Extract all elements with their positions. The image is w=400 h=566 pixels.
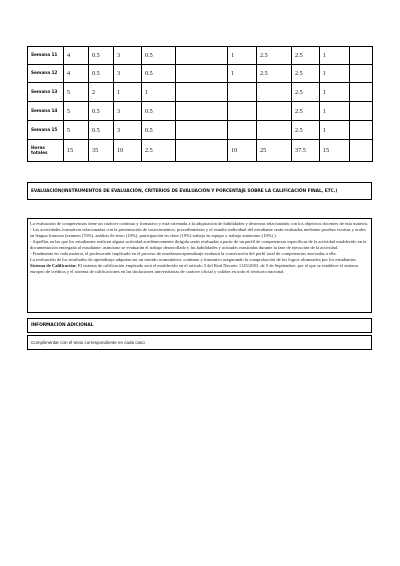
evaluation-paragraph: - Las actividades formativas relacionadas con la presentación de conocimientos, procedimientos y el estudio individual del estudiante serán evaluadas mediante pruebas escritas y orales en lengua francesa (examen (70%), análisis de texto (10%), participación en clase (10%) trabajo en equipo y trabajo autónomo (10%) ). <box>30 227 366 239</box>
table-cell <box>350 83 373 102</box>
totals-cell: 15 <box>64 140 89 162</box>
totals-cell <box>350 140 373 162</box>
table-cell: 1 <box>142 83 176 102</box>
table-cell <box>176 65 228 83</box>
totals-cell: 37.5 <box>292 140 320 162</box>
table-row <box>28 65 373 83</box>
table-cell: 1 <box>114 83 142 102</box>
evaluation-paragraph: - Aquéllas en las que los estudiantes realicen alguna actividad académicamente dirigida serán evaluadas a partir de un perfil de competencias específicas de la actividad establecido en la documentación entregada al estudiante; asimismo se evaluarán el trabajo desarrollado y las habilidades y actitudes mostradas durante la fase de ejecución de la actividad. <box>30 239 367 251</box>
table-cell: 2.5 <box>292 47 320 65</box>
table-cell: 5 <box>64 121 89 140</box>
totals-cell: 25 <box>257 140 292 162</box>
table-cell: 4 <box>64 47 89 65</box>
table-cell <box>228 102 257 121</box>
evaluation-text <box>30 221 368 275</box>
totals-label-line: Horas <box>31 145 45 151</box>
table-cell <box>176 121 228 140</box>
week-label-cell: Semana 15 <box>28 121 64 140</box>
info-text: Cumplimentar con el texto correspondiente en cada caso <box>31 340 145 345</box>
totals-label-cell <box>28 140 64 162</box>
table-cell <box>257 102 292 121</box>
totals-cell: 2.5 <box>142 140 176 162</box>
week-label-cell: Semana 12 <box>28 65 64 83</box>
table-cell: 0.5 <box>89 121 114 140</box>
hours-table <box>27 46 373 162</box>
table-cell <box>350 47 373 65</box>
table-cell <box>176 47 228 65</box>
table-cell: 0.5 <box>89 102 114 121</box>
table-cell <box>176 83 228 102</box>
totals-cell: 35 <box>89 140 114 162</box>
table-cell <box>350 102 373 121</box>
table-cell: 1 <box>320 83 350 102</box>
info-heading-box <box>27 318 372 333</box>
table-cell: 1 <box>228 47 257 65</box>
totals-cell: 10 <box>228 140 257 162</box>
table-cell: 1 <box>228 65 257 83</box>
table-cell: 3 <box>114 47 142 65</box>
evaluation-paragraph: La evaluación de los resultados de aprendizaje adquiere así un sentido acumulativo, continuo y formativo asegurando la comprobación de los logros alcanzados por los estudiantes. <box>30 257 357 263</box>
table-row <box>28 102 373 121</box>
table-cell: 0.5 <box>89 65 114 83</box>
grading-system-paragraph <box>30 263 368 275</box>
table-cell: 2.5 <box>257 65 292 83</box>
table-cell <box>176 102 228 121</box>
table-cell <box>350 65 373 83</box>
table-row <box>28 121 373 140</box>
table-cell <box>228 83 257 102</box>
table-cell: 3 <box>114 102 142 121</box>
table-cell: 1 <box>320 47 350 65</box>
week-label-cell: Semana 13 <box>28 83 64 102</box>
evaluation-paragraph: La evaluación de competencias tiene un carácter continuo y formativo y está orientada a la adquisición de habilidades y destrezas relacionadas con los objetivos docentes de esta materia. <box>30 221 368 226</box>
table-cell <box>350 121 373 140</box>
info-heading: INFORMACIÓN ADICIONAL <box>31 323 94 328</box>
info-body-box <box>27 335 372 350</box>
table-cell: 0.5 <box>142 121 176 140</box>
table-cell: 2.5 <box>292 65 320 83</box>
table-cell: 1 <box>320 102 350 121</box>
table-cell: 2.5 <box>292 102 320 121</box>
evaluation-paragraph: - Finalmente en cada materia, el profesorado implicado en el proceso de enseñanza-aprendizaje evaluará la consecución del perfil total de competencias asociadas a ella. <box>30 251 337 257</box>
table-cell: 4 <box>64 65 89 83</box>
evaluation-heading-box <box>27 182 372 200</box>
totals-cell: 10 <box>114 140 142 162</box>
table-cell: 2.5 <box>292 83 320 102</box>
table-cell: 2.5 <box>292 121 320 140</box>
grading-system-label: Sistema de Calificación: <box>30 263 77 269</box>
table-cell <box>228 121 257 140</box>
table-cell <box>257 121 292 140</box>
table-cell: 2.5 <box>257 47 292 65</box>
table-cell: 5 <box>64 83 89 102</box>
table-cell: 1 <box>320 121 350 140</box>
table-cell: 2 <box>89 83 114 102</box>
table-cell <box>257 83 292 102</box>
evaluation-heading: EVALUACIÓN(INSTRUMENTOS DE EVALUACIÓN, CRITERIOS DE EVALUACIÓN Y PORCENTAJE SOBRE LA CALIFICACIÓN FINAL, ETC.) <box>31 189 338 194</box>
table-cell: 0.5 <box>89 47 114 65</box>
week-label-cell: Semana 11 <box>28 47 64 65</box>
table-row <box>28 47 373 65</box>
table-cell: 3 <box>114 65 142 83</box>
week-label-cell: Semana 14 <box>28 102 64 121</box>
table-cell: 0.5 <box>142 65 176 83</box>
totals-cell: 15 <box>320 140 350 162</box>
totals-label-line: totales <box>31 150 48 156</box>
table-cell: 1 <box>320 65 350 83</box>
table-row <box>28 83 373 102</box>
totals-cell <box>176 140 228 162</box>
table-cell: 0.5 <box>142 47 176 65</box>
grading-system-text: El sistema de calificación empleado será el establecido en el artículo 5 del Real Decreto 1125/2003, de 5 de Septiembre, por el que se establece el sistema europeo de créditos y el sistema de calificaciones en las titulaciones universitarias de carácter oficial y validez en todo el territorio nacional. <box>30 263 358 275</box>
table-cell: 5 <box>64 102 89 121</box>
totals-row <box>28 140 373 162</box>
evaluation-body-box <box>27 218 372 313</box>
table-cell: 3 <box>114 121 142 140</box>
table-cell: 0.5 <box>142 102 176 121</box>
